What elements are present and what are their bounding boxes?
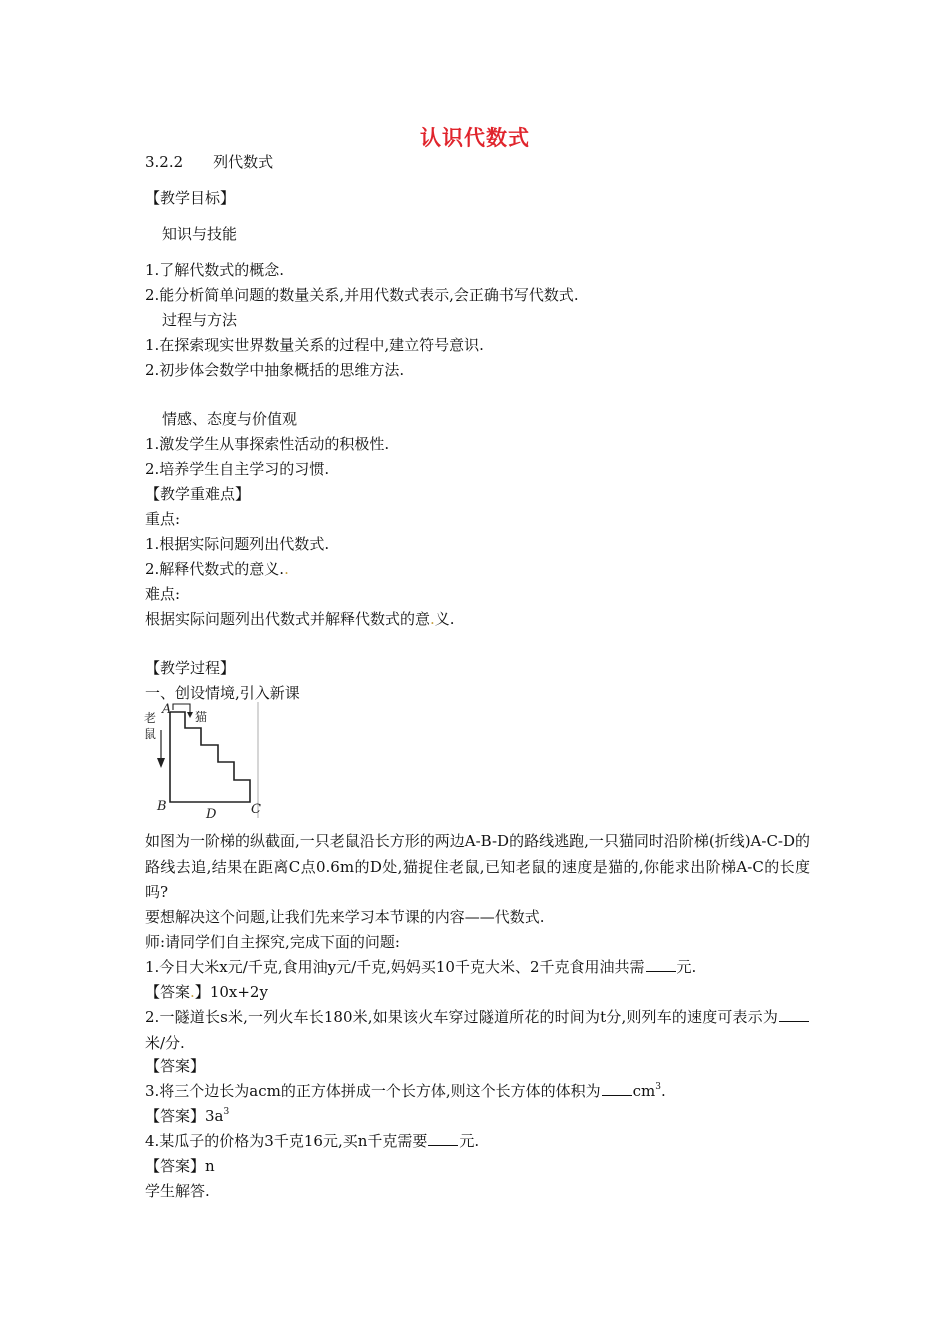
key-item-text: 2.解释代数式的意义.	[145, 560, 285, 578]
cat-arrow-head	[187, 712, 193, 718]
staircase-outline	[170, 712, 250, 802]
answer-1	[145, 981, 268, 1003]
answer-label: 【答案】	[145, 1107, 206, 1125]
question-1-unit: 元.	[676, 958, 697, 976]
process-item: 1.在探索现实世界数量关系的过程中,建立符号意识.	[145, 336, 484, 354]
student-response: 学生解答.	[145, 1182, 210, 1200]
label-mouse-2: 鼠	[144, 727, 157, 741]
question-2-text: 2.一隧道长s米,一列火车长180米,如果该火车穿过隧道所花的时间为t分,则列车的速度可表示为	[145, 1008, 778, 1026]
difficult-text	[145, 608, 455, 630]
process-heading: 过程与方法	[162, 311, 238, 329]
key-item-trail: .	[284, 560, 289, 578]
difficult-text-b: 义.	[434, 610, 455, 628]
answer-blank	[428, 1131, 458, 1146]
label-c: C	[251, 802, 261, 817]
teacher-instruction: 师:请同学们自主探究,完成下面的问题:	[145, 933, 400, 951]
mouse-arrow-head	[157, 758, 165, 768]
question-3	[145, 1080, 666, 1102]
question-1	[145, 956, 696, 978]
key-label: 重点:	[145, 510, 181, 528]
answer-label-dot: .	[190, 983, 195, 1001]
question-4-text: 4.某瓜子的价格为3千克16元,买n千克需要	[145, 1132, 428, 1150]
answer-3-sup: 3	[223, 1107, 230, 1117]
key-points-heading: 【教学重难点】	[145, 485, 251, 503]
answer-3	[145, 1105, 229, 1127]
step-one-heading: 一、创设情境,引入新课	[145, 684, 300, 702]
process-item: 2.初步体会数学中抽象概括的思维方法.	[145, 361, 405, 379]
answer-3-value: 3a	[205, 1107, 224, 1125]
question-3-unit: cm	[632, 1082, 656, 1100]
process-steps-heading: 【教学过程】	[145, 659, 236, 677]
question-3-text: 3.将三个边长为acm的正方体拼成一个长方体,则这个长方体的体积为	[145, 1082, 601, 1100]
question-2-unit: 米/分.	[145, 1033, 185, 1052]
label-a: A	[162, 702, 172, 717]
label-d: D	[206, 807, 217, 822]
difficult-text-a: 根据实际问题列出代数式并解释代数式的意	[145, 610, 431, 628]
question-4-unit: 元.	[459, 1132, 480, 1150]
answer-blank	[602, 1081, 632, 1096]
emotion-item: 2.培养学生自主学习的习惯.	[145, 460, 330, 478]
difficult-text-dot: .	[430, 610, 435, 628]
answer-blank	[646, 957, 676, 972]
answer-label-end: 】	[194, 983, 210, 1001]
answer-2: 【答案】	[145, 1057, 206, 1075]
emotion-heading: 情感、态度与价值观	[162, 410, 298, 428]
label-cat: 猫	[195, 710, 208, 724]
page-title: 认识代数式	[420, 126, 530, 150]
answer-1-value: 10x+2y	[209, 983, 268, 1001]
question-4	[145, 1130, 479, 1152]
intro-paragraph: 如图为一阶梯的纵截面,一只老鼠沿长方形的两边A-B-D的路线逃跑,一只猫同时沿阶梯(折线)A-C-D的路线去追,结果在距离C点0.6m的D处,猫捉住老鼠,已知老鼠的速度是猫的,你能求出阶梯A-C的长度吗?	[145, 832, 811, 901]
goals-heading: 【教学目标】	[145, 189, 236, 207]
question-1-text: 1.今日大米x元/千克,食用油y元/千克,妈妈买10千克大米、2千克食用油共需	[145, 958, 645, 976]
answer-4-value: n	[205, 1157, 215, 1175]
label-b: B	[157, 799, 167, 814]
difficult-label: 难点:	[145, 585, 181, 603]
answer-label: 【答案】	[145, 1157, 206, 1175]
transition-text: 要想解决这个问题,让我们先来学习本节课的内容——代数式.	[145, 908, 545, 926]
emotion-item: 1.激发学生从事探索性活动的积极性.	[145, 435, 390, 453]
staircase-diagram	[140, 700, 265, 822]
section-number: 3.2.2 列代数式	[145, 153, 274, 171]
answer-blank	[779, 1007, 809, 1022]
knowledge-item: 2.能分析简单问题的数量关系,并用代数式表示,会正确书写代数式.	[145, 286, 579, 304]
answer-4	[145, 1155, 215, 1177]
knowledge-item: 1.了解代数式的概念.	[145, 261, 285, 279]
knowledge-heading: 知识与技能	[162, 225, 238, 243]
question-3-sup: 3	[655, 1082, 662, 1092]
key-item	[145, 558, 289, 580]
question-2	[145, 1005, 810, 1056]
key-item: 1.根据实际问题列出代数式.	[145, 535, 330, 553]
question-3-end: .	[661, 1082, 666, 1100]
answer-label: 【答案	[145, 983, 191, 1001]
label-mouse-1: 老	[144, 711, 157, 725]
staircase-figure	[140, 700, 265, 822]
